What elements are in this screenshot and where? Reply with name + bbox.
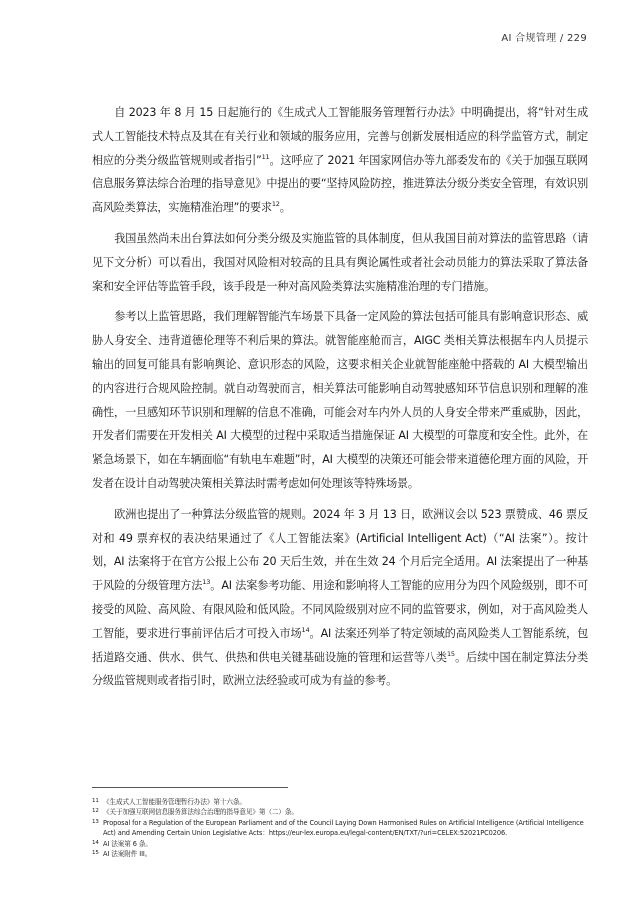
footnote-14 (92, 839, 588, 849)
footnote-11 (92, 797, 588, 807)
footnote-text: AI 法案附件 III。 (103, 850, 152, 859)
paragraph-text: 。 (279, 201, 291, 215)
running-header: AI 合规管理 / 229 (501, 33, 587, 44)
footnote-ref[interactable]: 14 (301, 625, 310, 634)
paragraph-text: 自 2023 年 8 月 15 日起施行的《生成式人工智能服务管理暂行办法》中明确提出，将“针对生成式人工智能技术特点及其在有关行业和领域的服务应用，完善与创新发展相适应的科学监管方式，制定相应的分类分级监管规则或者指引” (92, 106, 588, 167)
paragraph-3 (92, 305, 588, 495)
body-text (92, 101, 588, 700)
footnote-text: Proposal for a Regulation of the European Parliament and of the Council Laying Down Harmonised Rules on Artificial Intelligence (Artificial Intelligence Act) and Amending Certain Union Legislative Acts：https://eur-lex.europa.eu/legal-content/EN/TXT/?uri=CELEX:52021PC0206. (103, 818, 584, 838)
footnote-ref[interactable]: 11 (261, 152, 270, 161)
paragraph-text: 。AI 法案还列举了特定领域的高风险类人工智能系统，包括道路交通、供水、供气、供热和供电关键基础设施的管理和运营等八类 (92, 626, 588, 664)
footnote-text: 《关于加强互联网信息服务算法综合治理的指导意见》第（二）条。 (103, 808, 298, 817)
footnote-12 (92, 807, 588, 817)
footnote-number: 14 (92, 839, 99, 846)
footnote-15 (92, 849, 588, 859)
paragraph-text: 参考以上监管思路，我们理解智能汽车场景下具备一定风险的算法包括可能具有影响意识形态、威胁人身安全、违背道德伦理等不利后果的算法。就智能座舱而言，AIGC 类相关算法根据车内人员提示输出的回复可能具有影响舆论、意识形态的风险，这要求相关企业就智能座舱中搭载的 AI 大模型输出的内容进行合规风险控制。就自动驾驶而言，相关算法可能影响自动驾驶感知环节信息识别和理解的准确性，一旦感知环节识别和理解的信息不准确，可能会对车内外人员的人身安全带来严重威胁，因此，开发者们需要在开发相关 AI 大模型的过程中采取适当措施保证 AI 大模型的可靠度和安全性。此外，在紧急场景下，如在车辆面临“有轨电车难题”时，AI 大模型的决策还可能会带来道德伦理方面的风险，开发者在设计自动驾驶决策相关算法时需考虑如何处理该等特殊场景。 (92, 310, 588, 490)
paragraph-text: 。这呼应了 2021 年国家网信办等九部委发布的《关于加强互联网信息服务算法综合治理的指导意见》中提出的要“坚持风险防控，推进算法分级分类安全管理，有效识别高风险类算法，实施精准治理”的要求 (92, 153, 588, 215)
footnote-text: 《生成式人工智能服务管理暂行办法》第十六条。 (103, 798, 246, 806)
paragraph-text: 我国虽然尚未出台算法如何分类分级及实施监管的具体制度，但从我国目前对算法的监管思路（请见下文分析）可以看出，我国对风险相对较高的且具有舆论属性或者社会动员能力的算法采取了算法备案和安全评估等监管手段，该手段是一种对高风险类算法实施精准治理的专门措施。 (92, 231, 588, 293)
footnote-number: 13 (92, 818, 99, 825)
paragraph-1 (92, 101, 588, 220)
footnote-text: AI 法案第 6 条。 (103, 839, 152, 848)
footnote-ref[interactable]: 15 (447, 649, 455, 658)
footnotes (92, 797, 588, 859)
paragraph-2 (92, 227, 588, 298)
footnote-divider (92, 787, 288, 788)
paragraph-text: 欧洲也提出了一种算法分级监管的规则。2024 年 3 月 13 日，欧洲议会以 523 票赞成、46 票反对和 49 票弃权的表决结果通过了《人工智能法案》(Artificial Intelligent Act)（“AI 法案”）。按计划，AI 法案将于在官方公报上公布 20 天后生效，并在生效 24 个月后完全适用。AI 法案提出了一种基于风险的分级管理方法 (92, 507, 588, 593)
footnote-ref[interactable]: 13 (202, 578, 211, 587)
footnote-number: 15 (92, 850, 99, 857)
footnote-number: 11 (92, 798, 99, 804)
paragraph-text: 。后续中国在制定算法分类分级监管规则或者指引时，欧洲立法经验或可成为有益的参考。 (92, 650, 588, 688)
footnote-13 (92, 818, 588, 839)
paragraph-4 (92, 503, 588, 693)
paragraph-text: 。AI 法案参考功能、用途和影响将人工智能的应用分为四个风险级别，即不可接受的风险、高风险、有限风险和低风险。不同风险级别对应不同的监管要求，例如，对于高风险类人工智能，要求进行事前评估后才可投入市场 (92, 579, 588, 640)
footnote-ref[interactable]: 12 (271, 200, 280, 209)
footnote-number: 12 (92, 808, 99, 815)
